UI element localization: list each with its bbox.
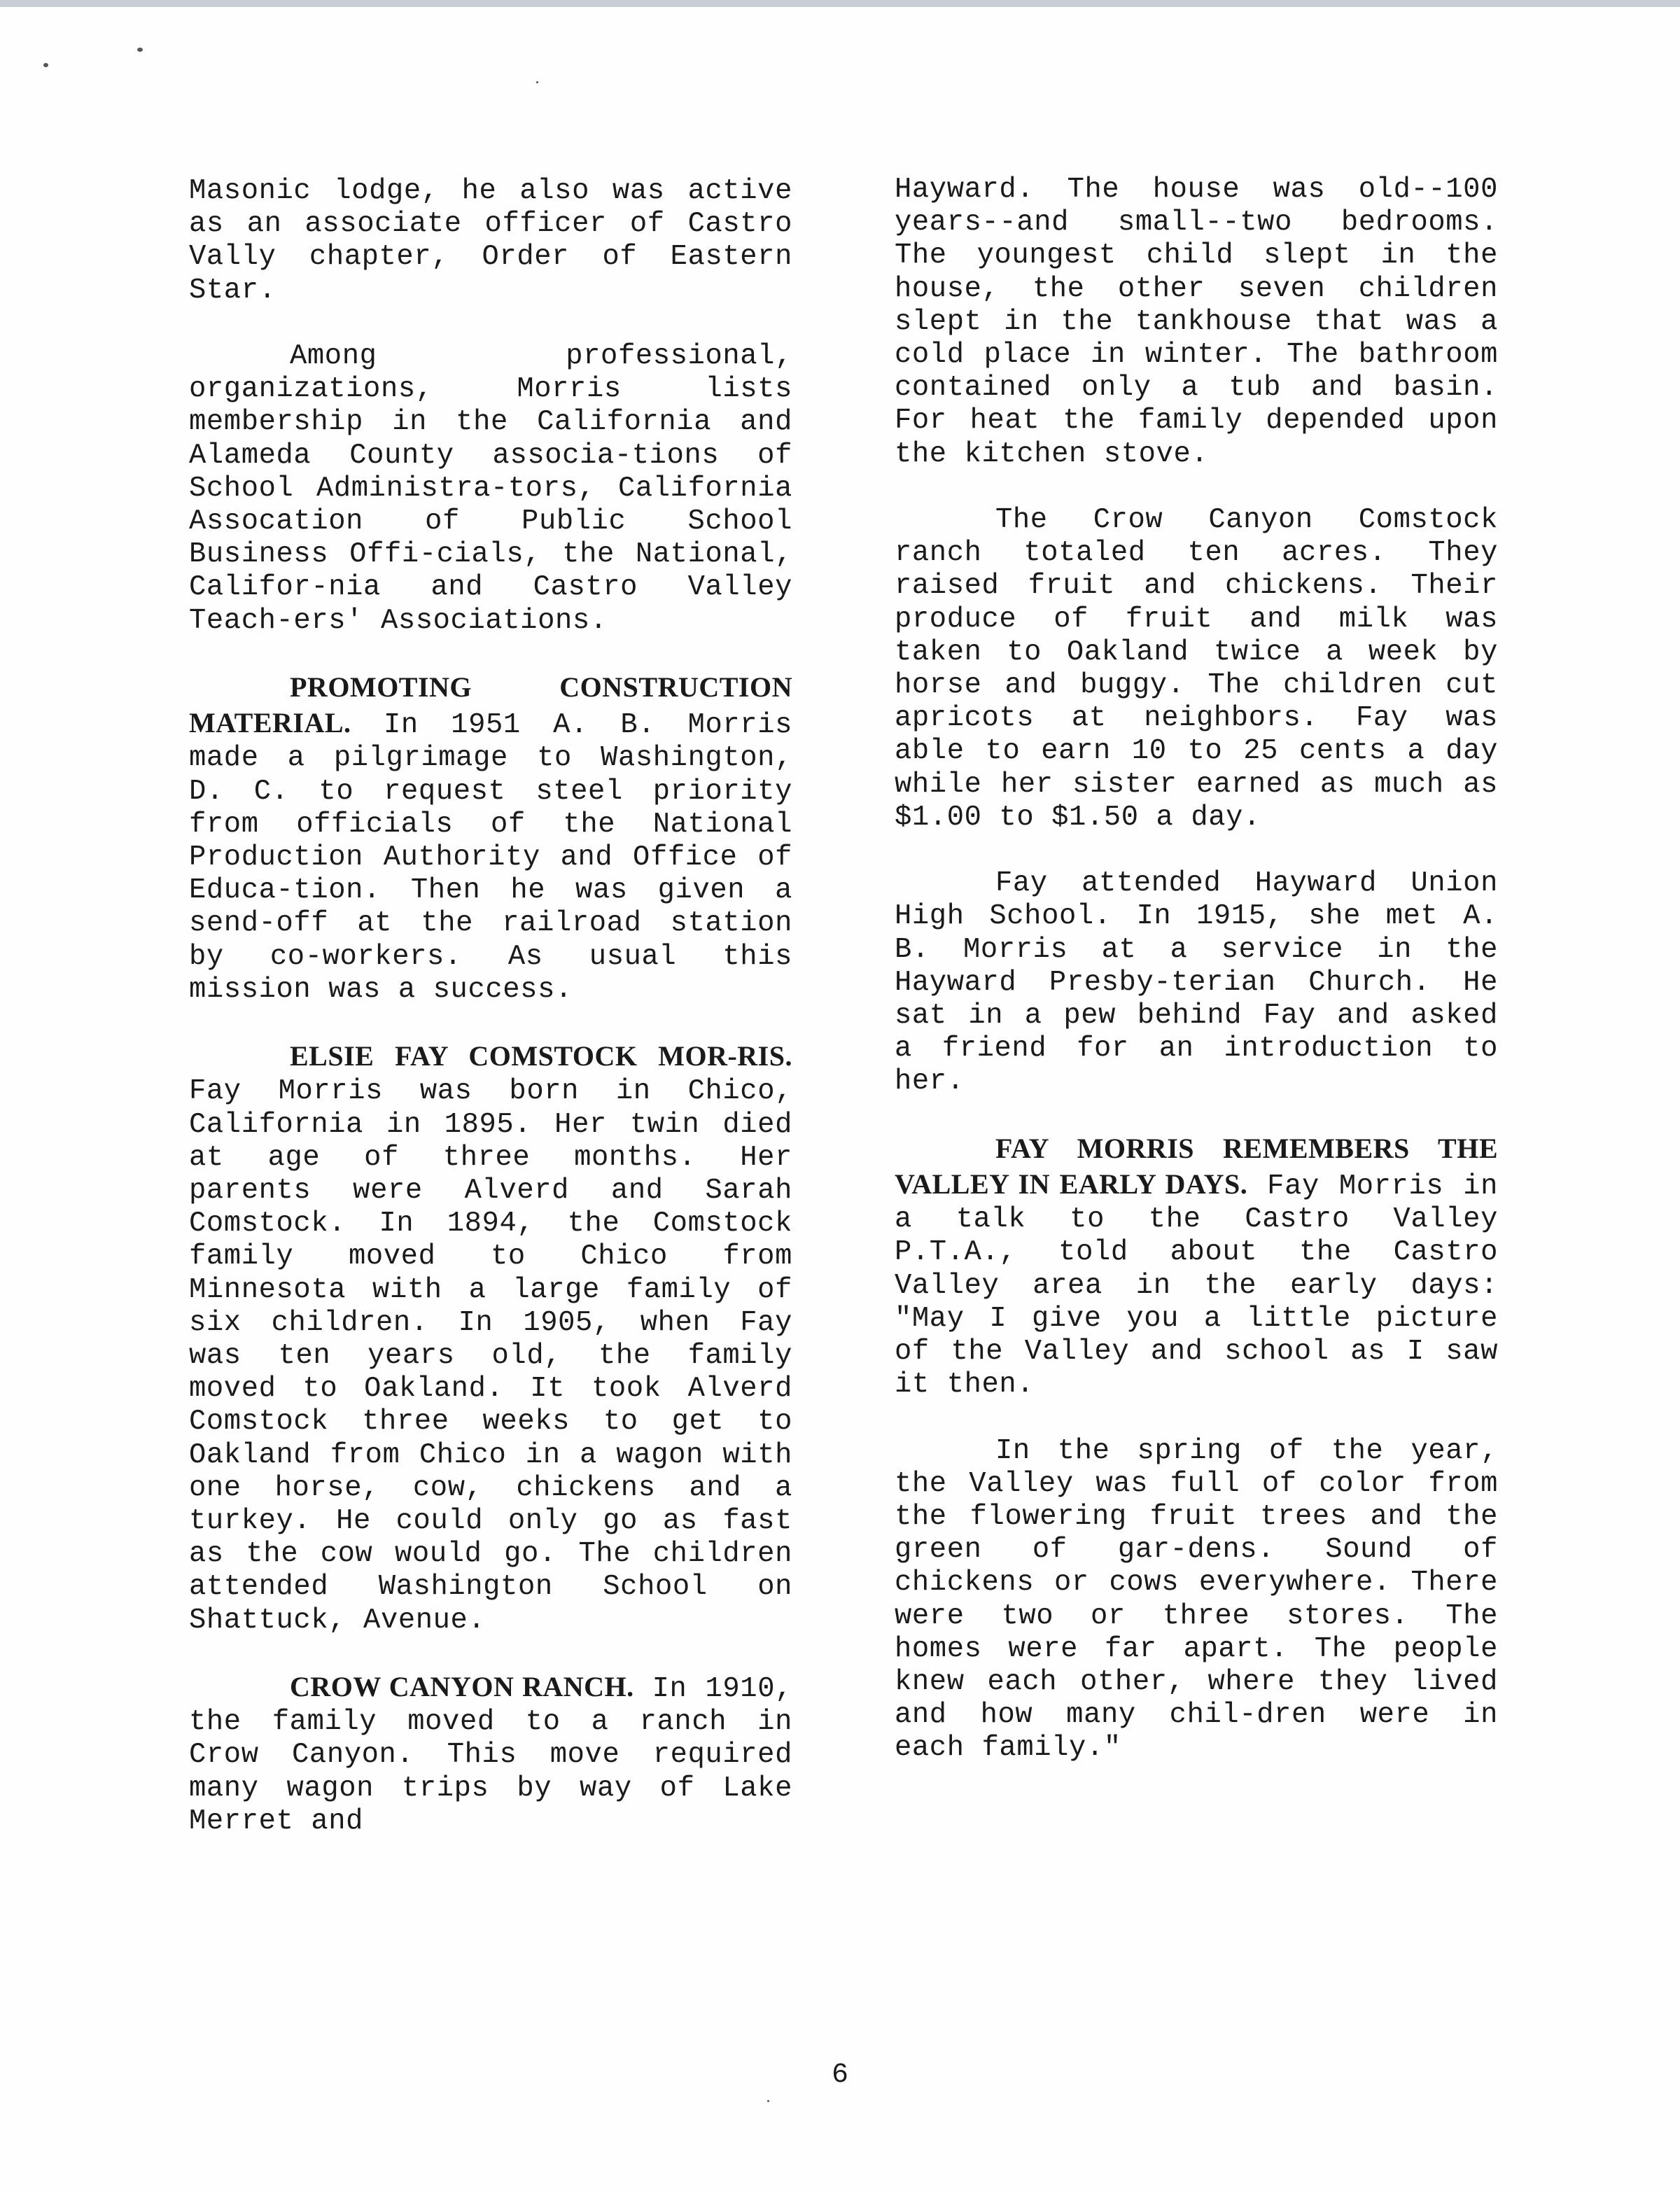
page-number: 6 — [832, 2059, 849, 2091]
left-column — [189, 175, 792, 1871]
scan-speck — [43, 63, 48, 67]
scan-speck — [137, 48, 143, 52]
scan-speck — [536, 81, 538, 83]
section-heading: ELSIE FAY COMSTOCK MOR-RIS. — [290, 1040, 792, 1072]
section-heading: PROMOTING CONSTRUCTION MATERIAL. — [189, 671, 792, 739]
paragraph-body: Fay Morris in a talk to the Castro Valley P.T.A., told about the Castro Valley area in the early days: "May I give you a little picture of the Valley and school as I saw it then. — [895, 1170, 1498, 1401]
paragraph: Masonic lodge, he also was active as an associate officer of Castro Vally chapter, Order of Eastern Star. — [189, 175, 792, 307]
paragraph-body: In 1910, the family moved to a ranch in Crow Canyon. This move required many wagon trips by way of Lake Merret and — [189, 1673, 793, 1837]
paragraph: Fay attended Hayward Union High School. In 1915, she met A. B. Morris at a service in the Hayward Presby-terian Church. He sat in a pew behind Fay and asked a friend for an introduction to her. — [895, 867, 1498, 1098]
paragraph-body: Fay Morris was born in Chico, California in 1895. Her twin died at age of three months. Her parents were Alverd and Sarah Comstock. In 1894, the Comstock family moved to Chico from Minnesota with a large family of six children. In 1905, when Fay was ten years old, the family moved to Oakland. It took Alverd Comstock three weeks to get to Oakland from Chico in a wagon with one horse, cow, chickens and a turkey. He could only go as fast as the cow would go. The children attended Washington School on Shattuck, Avenue. — [189, 1075, 792, 1637]
section-heading: CROW CANYON RANCH. — [290, 1671, 634, 1703]
paragraph: Among professional, organizations, Morris lists membership in the California and Alameda County associa-tions of School Administra-tors, California Assocation of Public School Business Offi-cials, the National, Califor-nia and Castro Valley Teach-ers' Associations. — [189, 340, 792, 637]
paragraph — [895, 1132, 1498, 1402]
section-heading: FAY MORRIS REMEMBERS THE VALLEY IN EARLY DAYS. — [895, 1132, 1498, 1200]
paragraph: Hayward. The house was old--100 years--and small--two bedrooms. The youngest child slept in the house, the other seven children slept in the tankhouse that was a cold place in winter. The bathroom contained only a tub and basin. For heat the family depended upon the kitchen stove. — [895, 174, 1498, 470]
right-column — [895, 174, 1498, 1798]
paragraph-body: In 1951 A. B. Morris made a pilgrimage to Washington, D. C. to request steel priority from officials of the National Production Authority and Office of Educa-tion. Then he was given a send-off at the railroad station by co-workers. As usual this mission was a success. — [189, 709, 792, 1006]
paragraph: In the spring of the year, the Valley was full of color from the flowering fruit trees and the green of gar-dens. Sound of chickens or cows everywhere. There were two or three stores. The homes were far apart. The people knew each other, where they lived and how many chil-dren were in each family." — [895, 1434, 1498, 1765]
paragraph: The Crow Canyon Comstock ranch totaled ten acres. They raised fruit and chickens. Their produce of fruit and milk was taken to Oakland twice a week by horse and buggy. The children cut apricots at neighbors. Fay was able to earn 10 to 25 cents a day while her sister earned as much as $1.00 to $1.50 a day. — [895, 504, 1498, 834]
paragraph — [189, 1040, 792, 1637]
paragraph — [189, 1670, 792, 1838]
scan-speck — [767, 2100, 769, 2102]
paragraph — [189, 671, 792, 1007]
